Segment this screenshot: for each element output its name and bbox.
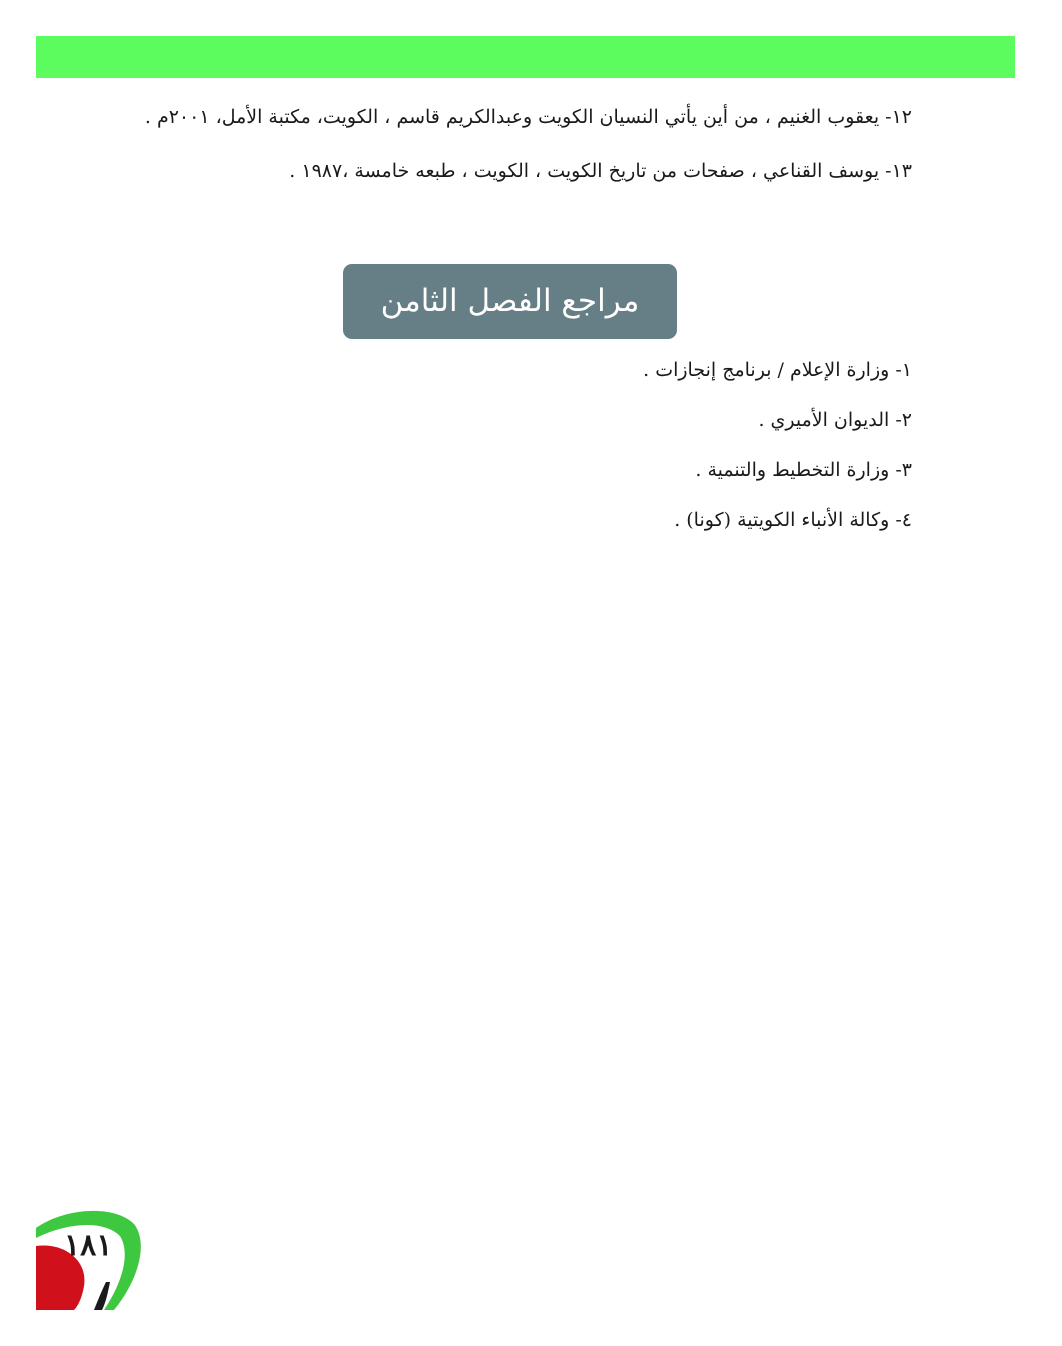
source-item-2: ٢- الديوان الأميري .	[758, 409, 912, 431]
top-color-band	[36, 36, 1015, 78]
reference-item-13: ١٣- يوسف القناعي ، صفحات من تاريخ الكويت ، الكويت ، طبعه خامسة ،١٩٨٧ .	[289, 160, 912, 182]
section-title: مراجع الفصل الثامن	[343, 264, 677, 339]
source-item-1: ١- وزارة الإعلام / برنامج إنجازات .	[643, 359, 912, 381]
reference-item-12: ١٢- يعقوب الغنيم ، من أين يأتي النسيان الكويت وعبدالكريم قاسم ، الكويت، مكتبة الأمل، ٢٠٠١م .	[144, 106, 912, 128]
source-item-4: ٤- وكالة الأنباء الكويتية (كونا) .	[674, 509, 912, 531]
page-number: ١٨١	[64, 1228, 113, 1263]
source-item-3: ٣- وزارة التخطيط والتنمية .	[695, 459, 912, 481]
